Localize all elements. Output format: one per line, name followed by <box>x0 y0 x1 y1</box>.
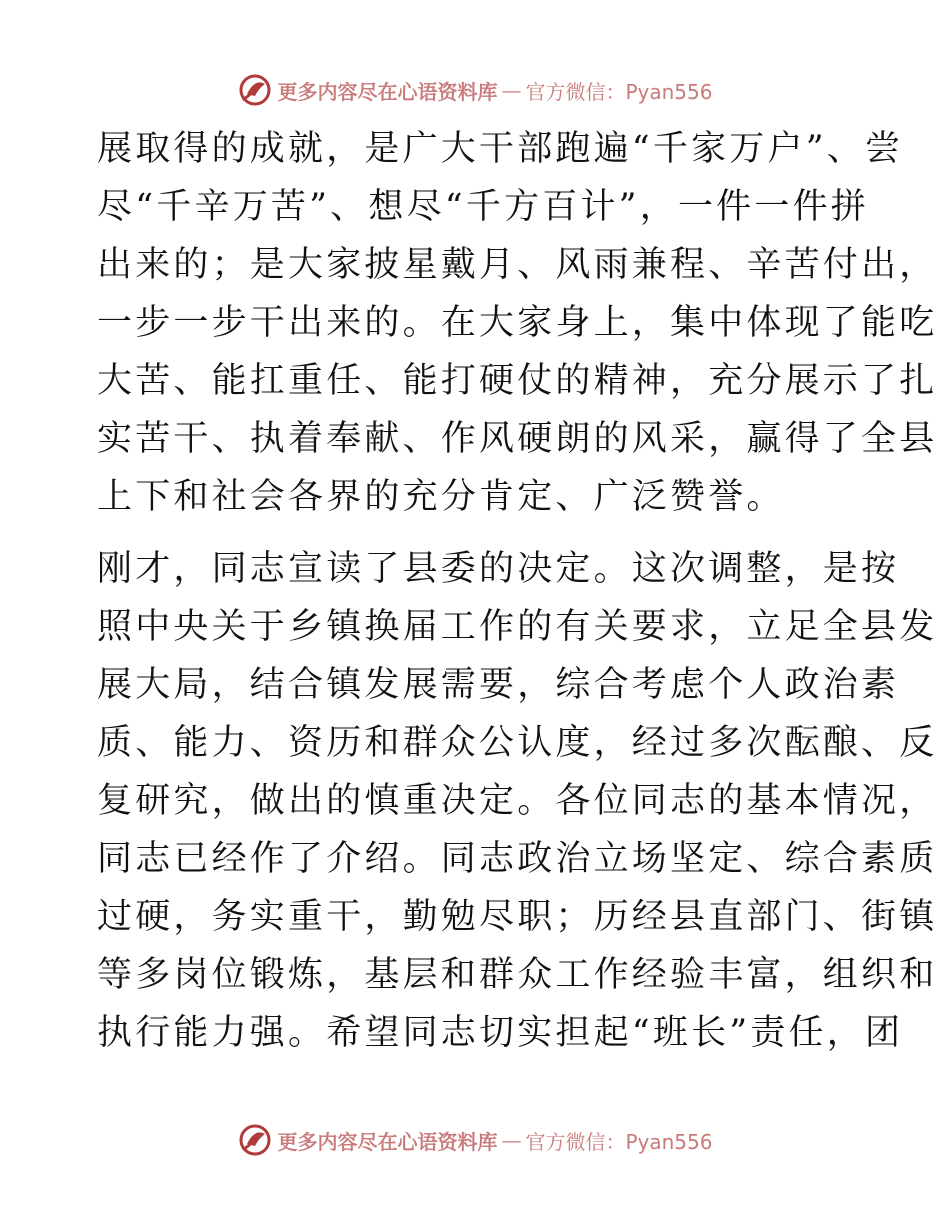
footer-watermark <box>0 1120 950 1160</box>
paragraph-line: 展取得的成就，是广大干部跑遍“千家万户”、尝 <box>97 129 904 169</box>
header-brand-text: 更多内容尽在心语资料库 <box>277 79 498 104</box>
paragraph-1 <box>97 120 938 526</box>
paragraph-line: 大苦、能扛重任、能打硬仗的精神，充分展示了扎 <box>97 361 938 401</box>
paragraph-line: 照中央关于乡镇换届工作的有关要求，立足全县发 <box>97 607 938 647</box>
paragraph-line: 同志已经作了介绍。同志政治立场坚定、综合素质 <box>97 839 938 879</box>
paragraph-line: 质、能力、资历和群众公认度，经过多次酝酿、反 <box>97 723 938 763</box>
paragraph-line: 一步一步干出来的。在大家身上，集中体现了能吃 <box>97 303 938 343</box>
paragraph-line: 上下和社会各界的充分肯定、广泛赞誉。 <box>97 477 785 517</box>
paragraph-line: 展大局，结合镇发展需要，综合考虑个人政治素 <box>97 665 900 705</box>
paragraph-line: 执行能力强。希望同志切实担起“班长”责任，团 <box>97 1013 904 1053</box>
document-body <box>97 120 938 1062</box>
paragraph-line: 出来的；是大家披星戴月、风雨兼程、辛苦付出， <box>97 245 938 285</box>
paragraph-line: 刚才，同志宣读了县委的决定。这次调整，是按 <box>97 549 900 589</box>
header-dash: — <box>501 78 522 102</box>
paragraph-line: 复研究，做出的慎重决定。各位同志的基本情况， <box>97 781 938 821</box>
paragraph-line: 过硬，务实重干，勤勉尽职；历经县直部门、街镇 <box>97 897 938 937</box>
footer-dash: — <box>501 1128 522 1152</box>
footer-wechat-text: 官方微信：Pyan556 <box>525 1129 713 1154</box>
header-wechat-text: 官方微信：Pyan556 <box>525 79 713 104</box>
logo-icon <box>237 72 273 108</box>
paragraph-2 <box>97 540 938 1062</box>
paragraph-line: 实苦干、执着奉献、作风硬朗的风采，赢得了全县 <box>97 419 938 459</box>
header-watermark <box>0 70 950 110</box>
paragraph-line: 尽“千辛万苦”、想尽“千方百计”，一件一件拼 <box>97 187 869 227</box>
paragraph-spacer <box>97 526 857 540</box>
logo-icon <box>237 1122 273 1158</box>
footer-brand-text: 更多内容尽在心语资料库 <box>277 1129 498 1154</box>
paragraph-line: 等多岗位锻炼，基层和群众工作经验丰富，组织和 <box>97 955 938 995</box>
